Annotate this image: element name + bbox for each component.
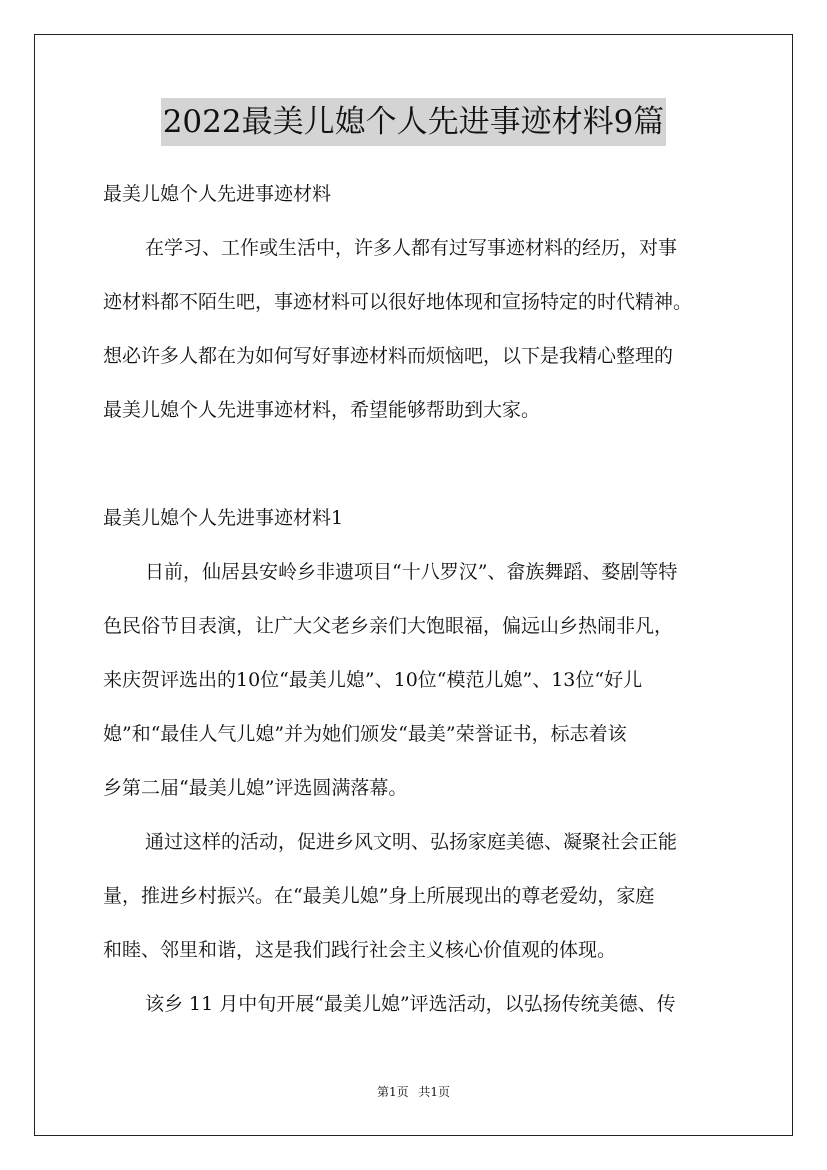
paragraph-line: 迹材料都不陌生吧，事迹材料可以很好地体现和宣扬特定的时代精神。 <box>103 291 693 313</box>
paragraph-line: 该乡 11 月中旬开展“最美儿媳”评选活动，以弘扬传统美德、传 <box>145 993 676 1015</box>
section-heading: 最美儿媳个人先进事迹材料1 <box>103 507 344 529</box>
paragraph-line: 色民俗节目表演，让广大父老乡亲们大饱眼福，偏远山乡热闹非凡， <box>103 615 674 637</box>
paragraph-line: 来庆贺评选出的10位“最美儿媳”、10位“模范儿媳”、13位“好儿 <box>103 669 643 691</box>
paragraph-line: 通过这样的活动，促进乡风文明、弘扬家庭美德、凝聚社会正能 <box>145 831 678 853</box>
document-body <box>103 174 725 1038</box>
paragraph-line: 最美儿媳个人先进事迹材料，希望能够帮助到大家。 <box>103 399 541 421</box>
title-container <box>0 98 827 146</box>
paragraph-line: 日前，仙居县安岭乡非遗项目“十八罗汉”、畲族舞蹈、婺剧等特 <box>145 561 678 583</box>
section-heading: 最美儿媳个人先进事迹材料 <box>103 183 332 205</box>
page-number-total: 共1页 <box>418 1085 451 1099</box>
paragraph-gap <box>103 444 725 498</box>
paragraph-line: 和睦、邻里和谐，这是我们践行社会主义核心价值观的体现。 <box>103 939 617 961</box>
paragraph-line: 乡第二届“最美儿媳”评选圆满落幕。 <box>103 777 408 799</box>
document-title: 2022最美儿媳个人先进事迹材料9篇 <box>161 98 667 146</box>
paragraph-line: 想必许多人都在为如何写好事迹材料而烦恼吧，以下是我精心整理的 <box>103 345 674 367</box>
paragraph-line: 量，推进乡村振兴。在“最美儿媳”身上所展现出的尊老爱幼，家庭 <box>103 885 655 907</box>
paragraph-line: 媳”和“最佳人气儿媳”并为她们颁发“最美”荣誉证书，标志着该 <box>103 723 627 745</box>
page-number-current: 第1页 <box>376 1085 409 1099</box>
page-footer <box>0 1084 827 1100</box>
paragraph-line: 在学习、工作或生活中，许多人都有过写事迹材料的经历，对事 <box>145 237 678 259</box>
